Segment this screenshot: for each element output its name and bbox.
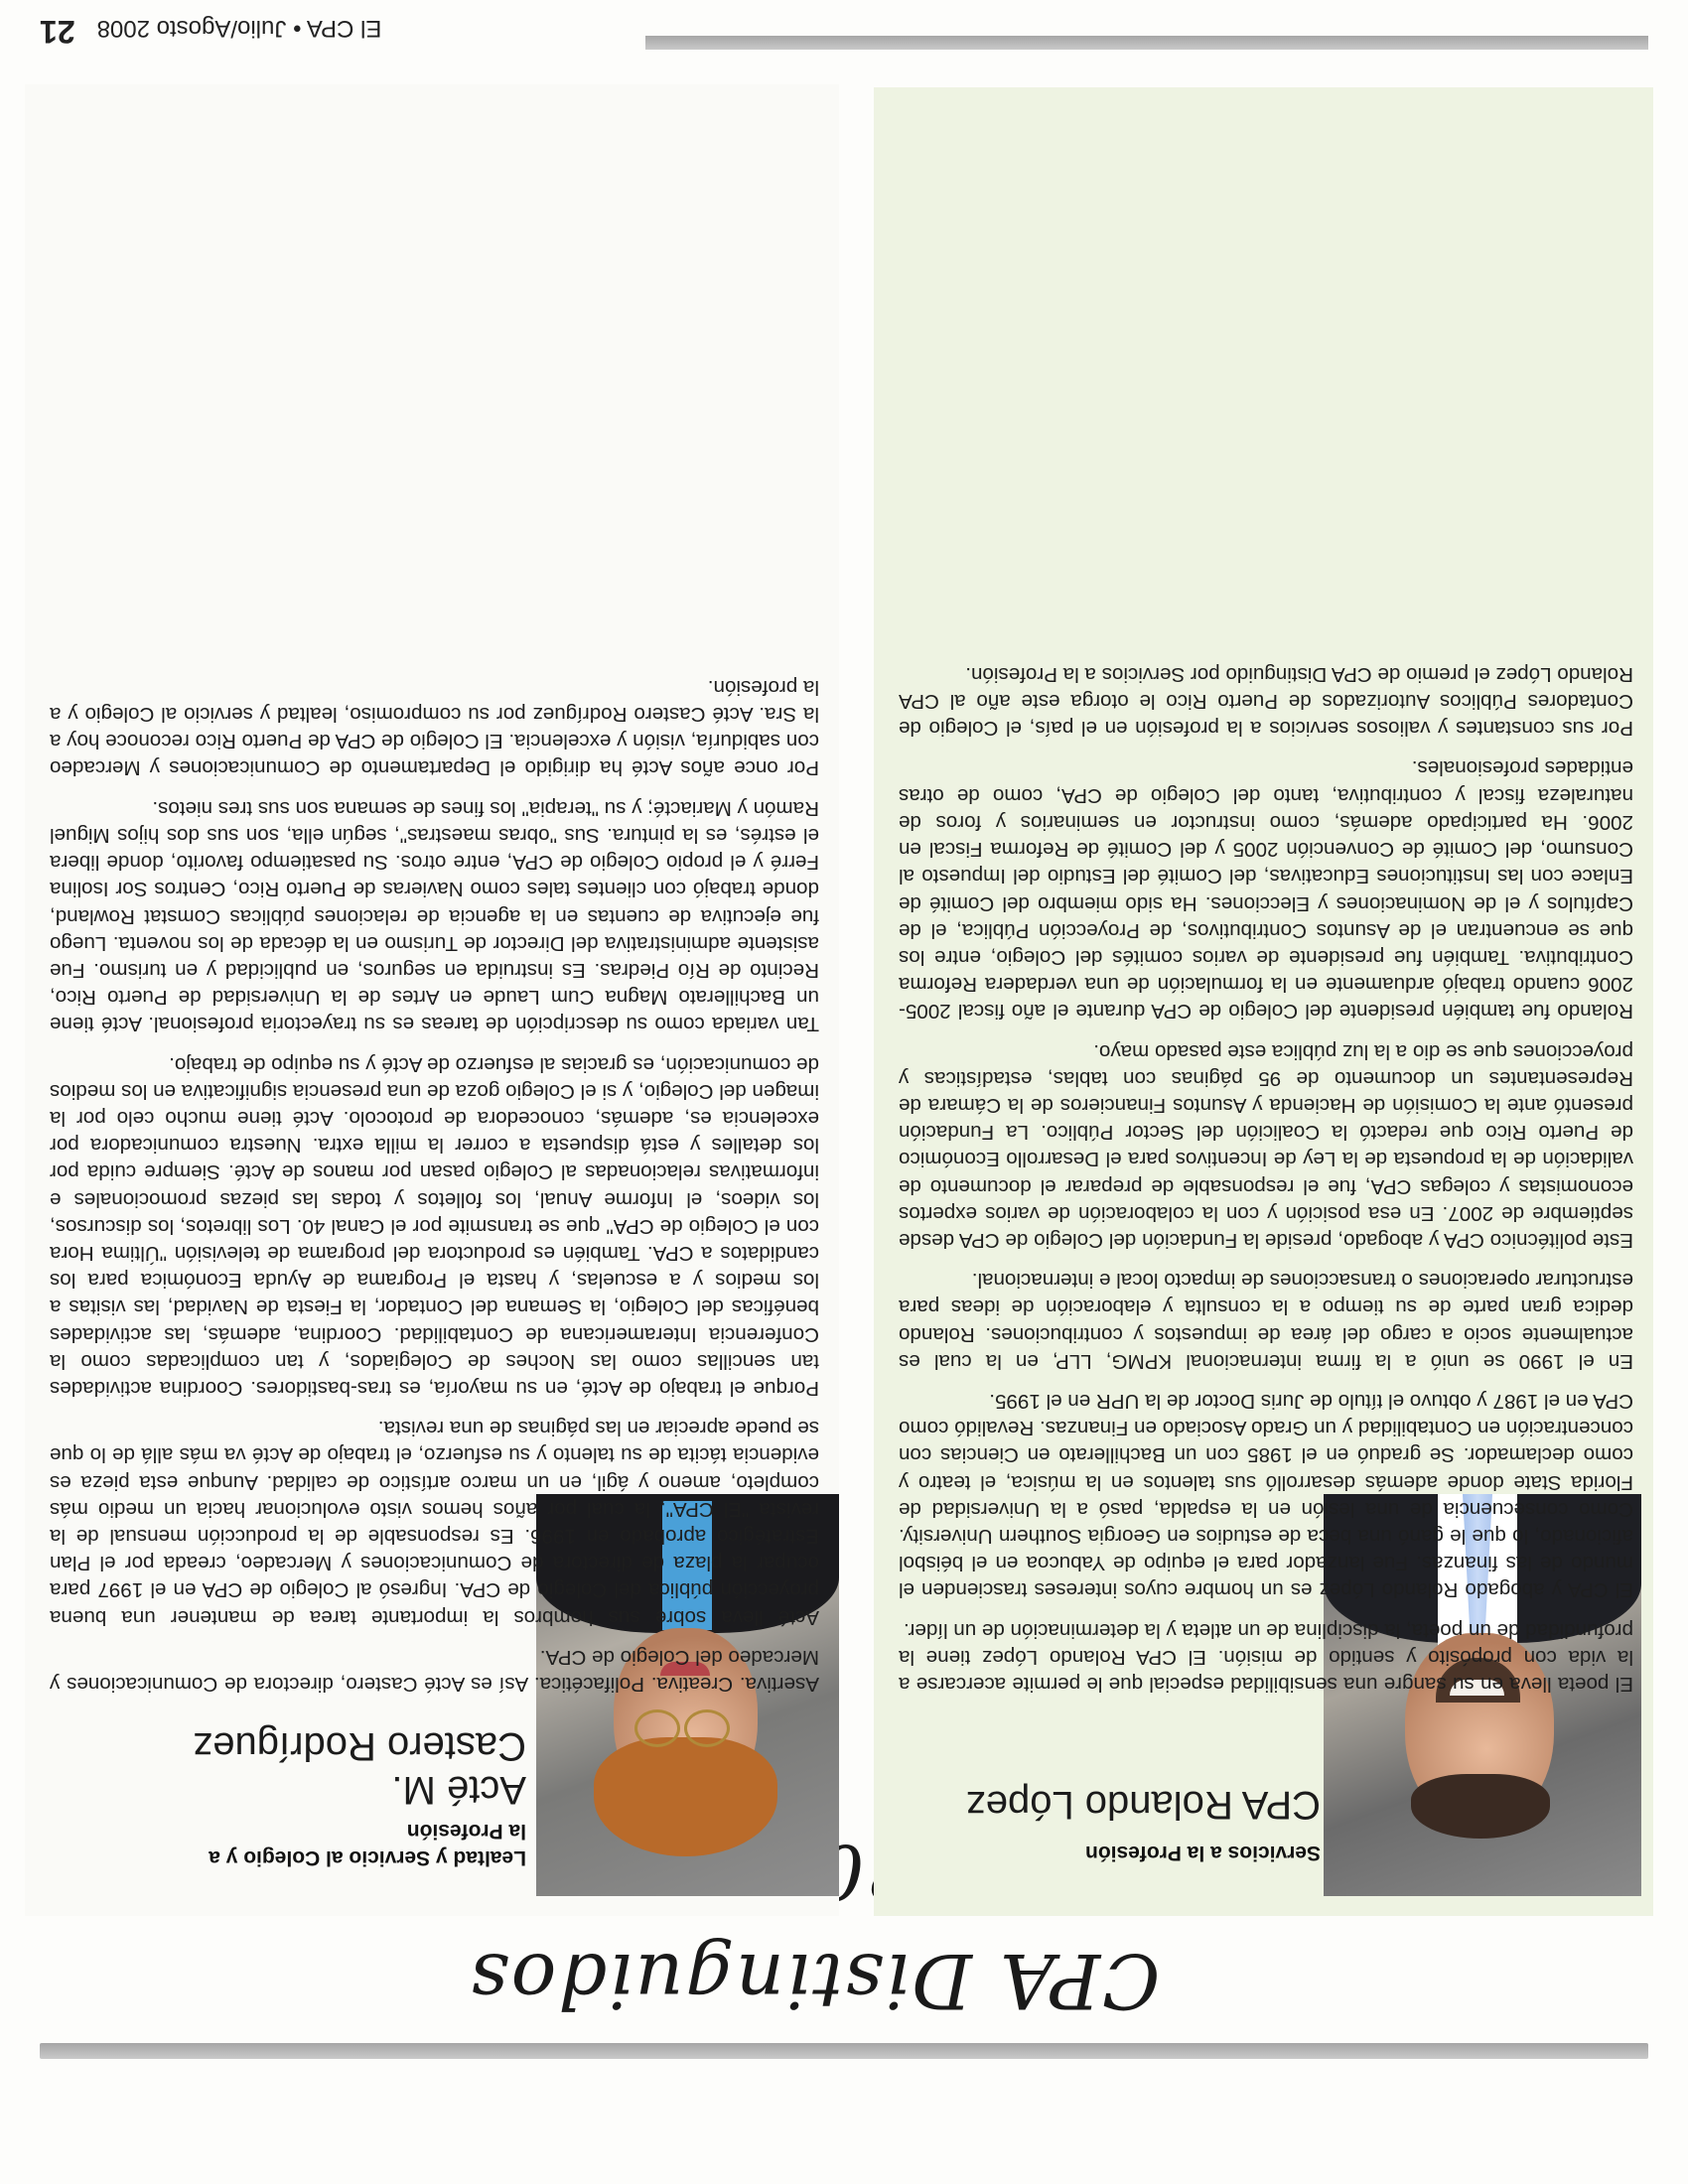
- bio-paragraph: Rolando fue también presidente del Colegio de CPA durante el año fiscal 2005-2006 cuando trabajó arduamente en la formulación de una verdadera Reforma Contributiva. También fue presidente de varios comités del Colegio, entre los que se encuentran el de Asuntos Contributivos, de Proyección Pública, el de Capítulos y el de Nominaciones y Elecciones. Ha sido miembro del Comité de Enlace con las Instituciones Educativas, del Comité del Estudio del Impuesto al Consumo, del Comité de Convención 2005 y del Comité de Reforma Fiscal en 2006. Ha participado además, como instructor en seminarios y foros de naturaleza fiscal y contributiva, tanto del Colegio de CPA, como de otras entidades profesionales.: [899, 756, 1633, 1024]
- honoree-name-line1: Acté M.: [391, 1768, 526, 1812]
- section-banner-title: CPA Distinguidos: [468, 1937, 1161, 2025]
- honoree-name-line2: Castero Rodríguez: [193, 1724, 526, 1768]
- award-category-label: Servicios a la Profesión: [1085, 1842, 1321, 1864]
- publication-issue: El CPA • Julio/Agosto 2008: [96, 15, 382, 42]
- bio-paragraph: Por once años Acté ha dirigido el Departamento de Comunicaciones y Mercadeo con sabiduría, visión y excelencia. El Colegio de CPA de Puerto Rico reconoce hoy a la Sra. Acté Castero Rodríguez por su compromiso, lealtad y servicio al Colegio y a la profesión.: [50, 675, 819, 780]
- bio-paragraph: Acté lleva sobre sus hombros la importante tarea de mantener una buena proyección pública del Colegio de CPA. Ingresó al Colegio de CPA en el 1997 para ocupar la plaza de directora de Comunicaciones y Mercadeo, creada por el Plan Estratégico aprobado en 1996. Es responsable de la producción mensual de la revista "El CPA", la cual por años hemos visto evolucionar hacia un medio más completo, ameno y ágil, en un marco artístico de calidad. Aunque esta pieza es evidencia tácita de su talento y su esfuerzo, el trabajo de Acté va más allá de lo que se puede apreciar en las páginas de una revista.: [50, 1417, 819, 1629]
- award-category-label: Lealtad y Servicio al Colegio y a la Profesión: [209, 1820, 526, 1869]
- page-footer: [40, 12, 407, 52]
- footer-rule: [645, 36, 1648, 50]
- top-rule: [40, 2043, 1648, 2059]
- honoree-bio-castero: [50, 661, 819, 1698]
- honoree-bio-lopez: [899, 648, 1633, 1698]
- bio-paragraph: En el 1990 se unió a la firma internacional KPMG, LLP, en la cual es actualmente socio a cargo del área de impuestos y contribuciones. Rolando dedica gran parte de su tiempo a la consulta y elaboración de ideas para estructurar operaciones o transacciones de impacto local e internacional.: [899, 1269, 1633, 1373]
- bio-paragraph: Porque el trabajo de Acté, en su mayoría, es tras-bastidores. Coordina actividades tan sencillas como las Noches de Colegiados, y tan complicadas como la Conferencia Interamericana de Contabilidad. Coordina, además, las actividades benéficas del Colegio, la Semana del Contador, la Fiesta de Navidad, las visitas a los medios y a escuelas, y hasta el Programa de Ayuda Económica para los candidatos a CPA. También es productora del programa de televisión "Última Hora con el Colegio de CPA" que se transmite por el Canal 40. Los libretos, los discursos, los videos, el Informe Anual, los folletos y todas las piezas promocionales e informativas relacionadas al Colegio pasan por manos de Acté. Siempre cuida por los detalles y está dispuesta a correr la milla extra. Nuestra comunicadora por excelencia es, además, conocedora de protocolo. Acté tiene mucho celo por la imagen del Colegio, y si el Colegio goza de una presencia significativa en los medios de comunicación, es gracias al esfuerzo de Acté y su equipo de trabajo.: [49, 1052, 819, 1400]
- honoree-name: CPA Rolando López: [965, 1783, 1321, 1827]
- bio-paragraph: Este politécnico CPA y abogado, preside la Fundación del Colegio de CPA desde septiembre de 2007. En esa posición y con la colaboración de varios expertos economistas y colegas CPA, fue el responsable de preparar el documento de validación de la propuesta de la Ley de Incentivos para el Desarrollo Económico de Puerto Rico que redactó la Coalición del Sector Público. La Fundación presentó ante la Comisión de Hacienda y Asuntos Financieros de la Cámara de Representantes un documento de 95 páginas con tablas, estadísticas y proyecciones que se dio a la luz pública este pasado mayo.: [899, 1039, 1633, 1252]
- bio-paragraph: Asertiva. Creativa. Polifacética. Así es Acté Castero, directora de Comunicaciones y Mercadeo del Colegio de CPA.: [50, 1645, 819, 1696]
- page-number: 21: [40, 14, 75, 50]
- bio-paragraph: El CPA y abogado Rolando López es un hombre cuyos intereses trascienden el mundo de las finanzas. Fue lanzador para el equipo de Yabucoa en el béisbol aficionado, lo que le ganó una beca de estudios en Georgia Southern University. Como consecuencia de una lesión en la espalda, pasó a la Universidad de Florida State donde además desarrolló sus talentos en la música, el teatro y como declamador. Se graduó en el 1985 con un Bachillerato en Ciencias con concentración en Contabilidad y un Grado Asociado en Finanzas. Revalidó como CPA en el 1987 y obtuvo el título de Juris Doctor de la UPR en el 1995.: [899, 1389, 1633, 1602]
- bio-paragraph: Tan variada como su descripción de tareas es su trayectoria profesional. Acté tiene un Bachillerato Magna Cum Laude en Artes de la Universidad de Puerto Rico, Recinto de Río Piedras. Es instruida en seguros, en publicidad y en turismo. Fue asistente administrativa del Director de Turismo en la década de los noventa. Luego fue ejecutiva de cuentas en la agencia de relaciones públicas Comstat Rowland, donde trabajó con clientes tales como Navieras de Puerto Rico, Centros Sor Isolina Ferré y el propio Colegio de CPA, entre otros. Su pasatiempo favorito, donde libera el estrés, es la pintura. Sus "obras maestras", según ella, son sus dos hijos Miguel Ramón y Mariacté; y su "terapia" los fines de semana son sus tres nietos.: [50, 796, 819, 1036]
- bio-paragraph: El poeta lleva en su sangre una sensibilidad especial que le permite acercarse a la vida con propósito y sentido de misión. El CPA Rolando López tiene la profundidad de un poeta, la disciplina de un atleta y la determinación de un líder.: [899, 1618, 1633, 1696]
- bio-paragraph: Por sus constantes y valiosos servicios a la profesión en el país, el Colegio de Contadores Públicos Autorizados de Puerto Rico le otorga este año al CPA Rolando López el premio de CPA Distinguido por Servicios a la Profesión.: [899, 662, 1633, 741]
